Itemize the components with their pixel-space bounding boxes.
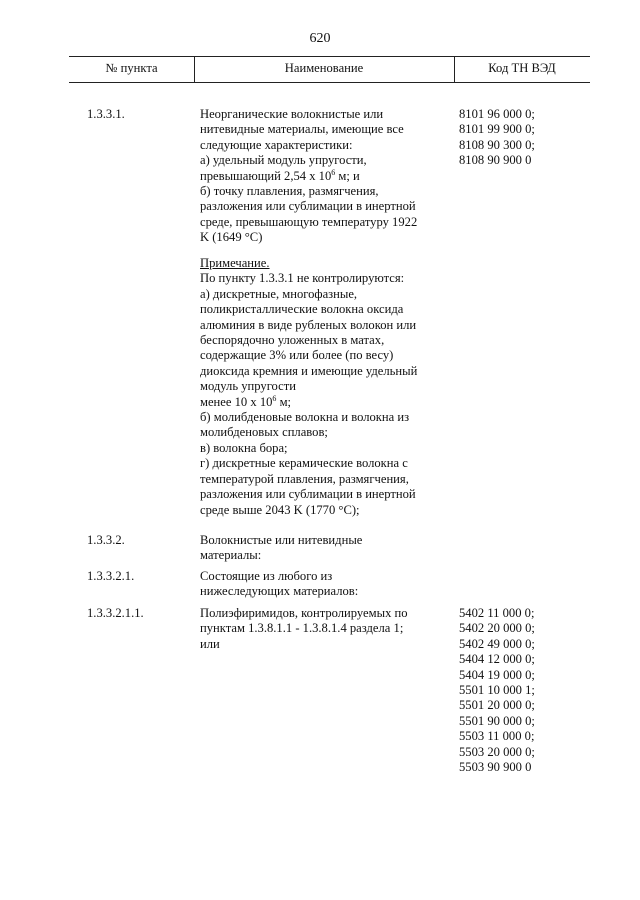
item-name-1-3-3-1: Неорганические волокнистые или нитевидные материалы, имеющие все следующие характеристики: а) удельный модуль упругости, превышающий 2,54 x $10^6$ м; и б) точку плавления, размягчения, разложения или сублимации в инертной среде, превышающую температуру 1922 K (1649 °C) — [200, 107, 418, 245]
item-number-1-3-3-2-1: 1.3.3.2.1. — [87, 569, 135, 583]
note-block: Примечание. По пункту 1.3.3.1 не контролируются: а) дискретные, многофазные, поликристаллические волокна оксида алюминия в виде рубленых волокон или беспорядочно уложенных в матах, содержащие 3% или более (по весу) диоксида кремния и имеющие удельный модуль упругости менее 10 x $10^6$ м; б) молибденовые волокна и волокна из молибденовых сплавов; в) волокна бора; г) дискретные керамические волокна с температурой плавления, размягчения, разложения или сублимации в инертной среде выше 2043 K (1770 °C); — [200, 256, 450, 518]
item-codes-1-3-3-2-1-1: 5402 11 000 0; 5402 20 000 0; 5402 49 000 0; 5404 12 000 0; 5404 19 000 0; 5501 10 000 1; 5501 20 000 0; 5501 90 000 0; 5503 11 000 0; 5503 20 000 0; 5503 90 900 0 — [459, 606, 535, 775]
item-codes-1-3-3-1: 8101 96 000 0; 8101 99 900 0; 8108 90 300 0; 8108 90 900 0 — [459, 107, 535, 168]
item-name-1-3-3-2: Волокнистые или нитевидные материалы: — [200, 533, 363, 563]
header-bottom-rule — [69, 82, 590, 83]
header-col-number: № пункта — [105, 61, 158, 75]
item-name-1-3-3-2-1-1: Полиэфиримидов, контролируемых по пунктам 1.3.8.1.1 - 1.3.8.1.4 раздела 1; или — [200, 606, 408, 651]
item-number-1-3-3-2: 1.3.3.2. — [87, 533, 125, 547]
header-col-code: Код ТН ВЭД — [488, 61, 556, 75]
page-number: 620 — [309, 31, 331, 46]
item-number-1-3-3-2-1-1: 1.3.3.2.1.1. — [87, 606, 144, 620]
header-col-name: Наименование — [284, 61, 364, 75]
header-top-rule — [69, 56, 590, 57]
item-number-1-3-3-1: 1.3.3.1. — [87, 107, 125, 121]
item-name-1-3-3-2-1: Состоящие из любого из нижеследующих материалов: — [200, 569, 359, 599]
table-header — [69, 56, 590, 82]
note-title: Примечание. — [200, 256, 270, 270]
